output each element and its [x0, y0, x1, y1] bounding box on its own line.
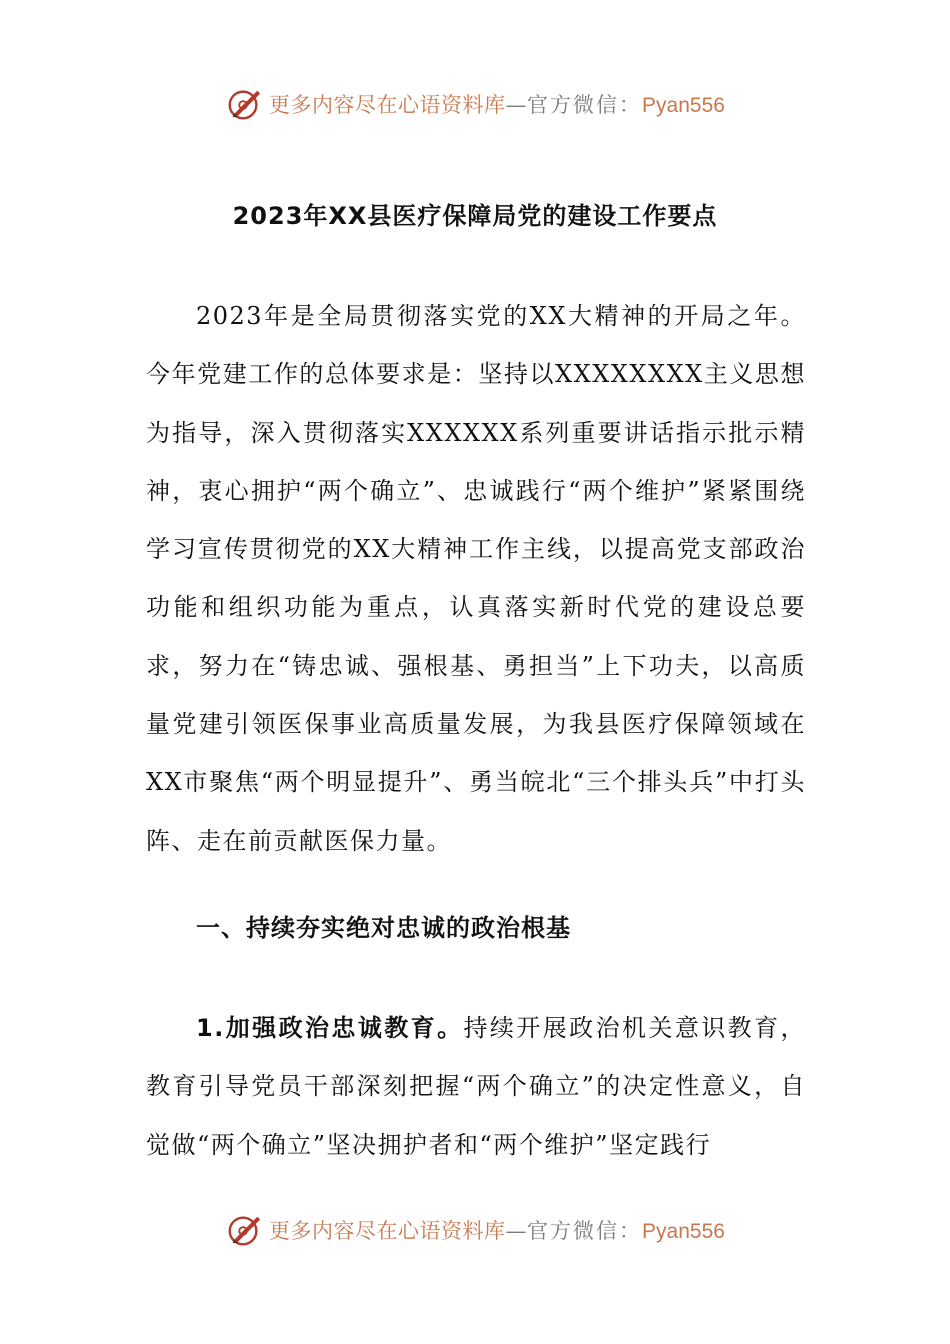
watermark-wechat-id: Pyan556	[642, 1220, 725, 1243]
watermark-prefix: 更多内容尽在心语资料库	[269, 1219, 506, 1243]
watermark-text	[269, 1215, 725, 1245]
pen-logo-icon	[225, 1211, 263, 1249]
watermark-wechat-label: 官方微信：	[527, 1219, 643, 1243]
watermark-prefix: 更多内容尽在心语资料库	[269, 93, 506, 117]
watermark-banner-top	[0, 82, 950, 126]
watermark-dash: —	[505, 1219, 528, 1243]
section-heading-1: 一、持续夯实绝对忠诚的政治根基	[196, 914, 571, 942]
watermark-dash: —	[505, 93, 528, 117]
list-item-1-lead: 1.加强政治忠诚教育。	[196, 1014, 464, 1042]
watermark-text	[269, 89, 725, 119]
list-item-1-text: 持续开展政治机关意识教育，教育引导党员干部深刻把握“两个确立”的决定性意义，自觉做“两个确立”坚决拥护者和“两个维护”坚定践行	[146, 1014, 807, 1159]
document-title: 2023年XX县医疗保障局党的建设工作要点	[232, 202, 718, 230]
watermark-wechat-id: Pyan556	[642, 94, 725, 117]
pen-logo-icon	[225, 85, 263, 123]
intro-paragraph: 2023年是全局贯彻落实党的XX大精神的开局之年。今年党建工作的总体要求是：坚持以XXXXXXXX主义思想为指导，深入贯彻落实XXXXXX系列重要讲话指示批示精神，衷心拥护“两个确立”、忠诚践行“两个维护”紧紧围绕学习宣传贯彻党的XX大精神工作主线，以提高党支部政治功能和组织功能为重点，认真落实新时代党的建设总要求，努力在“铸忠诚、强根基、勇担当”上下功夫，以高质量党建引领医保事业高质量发展，为我县医疗保障领域在XX市聚焦“两个明显提升”、勇当皖北“三个排头兵”中打头阵、走在前贡献医保力量。	[146, 302, 806, 855]
watermark-wechat-label: 官方微信：	[527, 93, 643, 117]
watermark-banner-bottom	[0, 1208, 950, 1252]
list-item-1	[146, 999, 806, 1174]
